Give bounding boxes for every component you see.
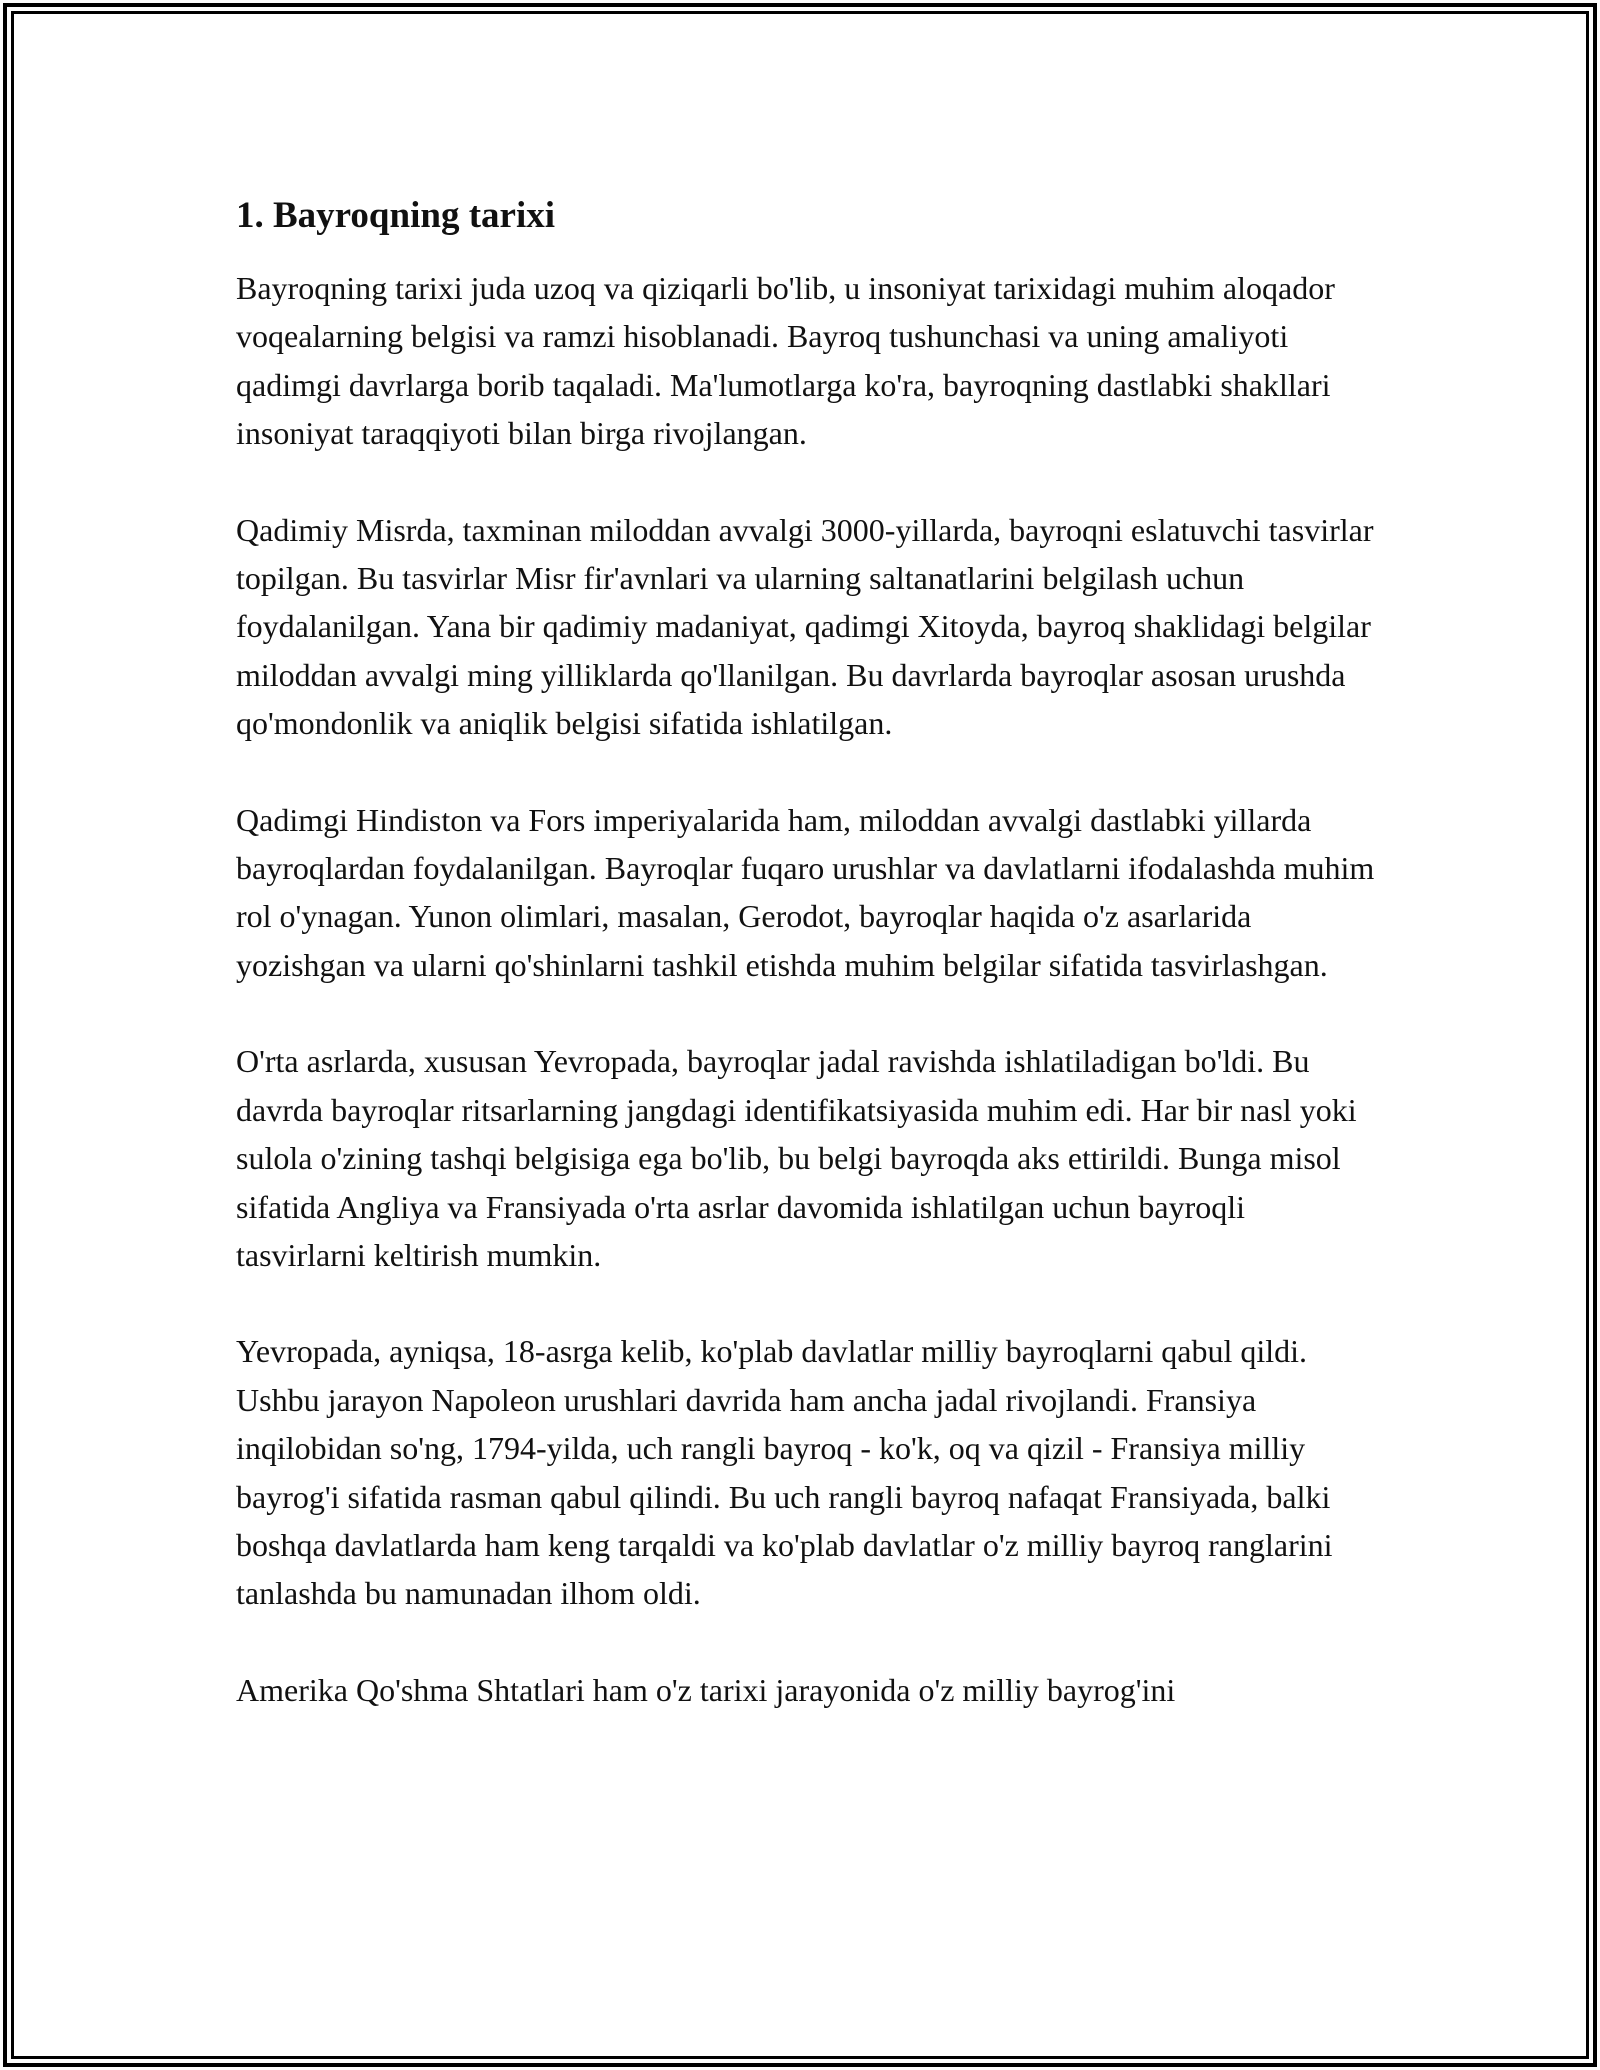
paragraph-1: Bayroqning tarixi juda uzoq va qiziqarli bo'lib, u insoniyat tarixidagi muhim aloqador voqealarning belgisi va ramzi hisoblanadi. Bayroq tushunchasi va uning amaliyoti qadimgi davrlarga borib taqaladi. Ma'lumotlarga ko'ra, bayroqning dastlabki shakllari insoniyat taraqqiyoti bilan birga rivojlangan. (236, 270, 1335, 452)
paragraph-3: Qadimgi Hindiston va Fors imperiyalarida ham, miloddan avvalgi dastlabki yillarda bayroqlardan foydalanilgan. Bayroqlar fuqaro urushlar va davlatlarni ifodalashda muhim rol o'ynagan. Yunon olimlari, masalan, Gerodot, bayroqlar haqida o'z asarlarida yozishgan va ularni qo'shinlarni tashkil etishda muhim belgilar sifatida tasvirlashgan. (236, 801, 1375, 983)
paragraph-5: Yevropada, ayniqsa, 18-asrga kelib, ko'plab davlatlar milliy bayroqlarni qabul qildi. Ushbu jarayon Napoleon urushlari davrida ham ancha jadal rivojlandi. Fransiya inqilobidan so'ng, 1794-yilda, uch rangli bayroq - ko'k, oq va qizil - Fransiya milliy bayrog'i sifatida rasman qabul qilindi. Bu uch rangli bayroq nafaqat Fransiyada, balki boshqa davlatlarda ham keng tarqaldi va ko'plab davlatlar o'z milliy bayroq ranglarini tanlashda bu namunadan ilhom oldi. (236, 1333, 1333, 1612)
paragraph-4: O'rta asrlarda, xususan Yevropada, bayroqlar jadal ravishda ishlatiladigan bo'ldi. Bu davrda bayroqlar ritsarlarning jangdagi identifikatsiyasida muhim edi. Har bir nasl yoki sulola o'zining tashqi belgisiga ega bo'lib, bu belgi bayroqda aks ettirildi. Bunga misol sifatida Angliya va Fransiyada o'rta asrlar davomida ishlatilgan uchun bayroqli tasvirlarni keltirish mumkin. (236, 1043, 1357, 1273)
document-body (236, 188, 1376, 1762)
paragraph-6: Amerika Qo'shma Shtatlari ham o'z tarixi jarayonida o'z milliy bayrog'ini (236, 1671, 1176, 1708)
paragraph-2: Qadimiy Misrda, taxminan miloddan avvalgi 3000-yillarda, bayroqni eslatuvchi tasvirlar topilgan. Bu tasvirlar Misr fir'avnlari va ularning saltanatlarini belgilash uchun foydalanilgan. Yana bir qadimiy madaniyat, qadimgi Xitoyda, bayroq shaklidagi belgilar miloddan avvalgi ming yilliklarda qo'llanilgan. Bu davrlarda bayroqlar asosan urushda qo'mondonlik va aniqlik belgisi sifatida ishlatilgan. (236, 511, 1374, 742)
section-heading: 1. Bayroqning tarixi (236, 195, 555, 236)
